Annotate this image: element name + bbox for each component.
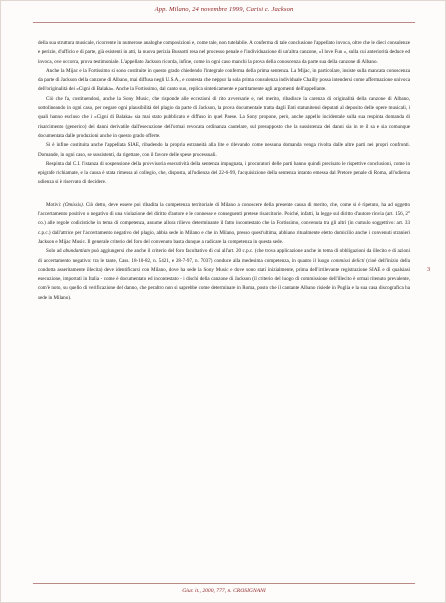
page-marker: 3 (427, 266, 431, 273)
abundantiam-text-a: può aggiungersi che anche il criterio del foro facoltativo di cui all'art. 20 c.p.c. (che trova applicazione anche in tema di obbligazioni da illecito e di azioni di accertamento negativo: tra le tante, Cass. 18-10-82, n. 5421, e 28-7-97, n. 7037) conduce alla medesima competenza, in quanto il luogo (38, 248, 410, 264)
omissis-label: (Omissis). (63, 201, 84, 208)
paragraph-procedural: Respinta dal C.I. l'istanza di sospensione della provvisoria esecutività della sentenza impugnata, i procuratori delle parti hanno quindi precisato le rispettive conclusioni, come in epigrafe richiamate, e la causa è stata rimessa al collegio, che, disposta, all'udienza del 22-6-99, l'acquisizione della sentenza intanto emessa dal Pretore penale di Roma, all'odierna udienza si è riservato di decidere. (38, 160, 410, 186)
motivi-label: Motivi: (46, 201, 62, 208)
section-gap (38, 188, 410, 201)
abundantiam-italic: abundantiam (63, 248, 90, 255)
paragraph-siae: Si è infine costituita anche l'appellata SIAE, ribadendo la propria estraneità alla lite e rilevando come nessuna domanda venga rivolta dalle altre parti nei propri confronti. Domande, in ogni caso, se sussistenti, da rigettare, con il favore delle spese processuali. (38, 142, 410, 158)
running-header: App. Milano, 24 novembre 1999, Carisi c. Jackson (154, 6, 294, 13)
paragraph-mijac-fortissimo: Anche la Mijac e la Fortissimo si sono costituite in questo grado chiedendo l'integrale conferma della prima sentenza. La Mijac, in particolare, insiste sulla mancata conoscenza da parte di Jackson della canzone di Albano, mai diffusa negli U.S.A., e contesta che neppur la sola prima consulenza individuale Chailly possa intendersi come affermazione univoca dell'originalità dei «Cigni di Balaka». Anche la Fortissimo, dal canto suo, replica sinteticamente e partitamente agli argomenti dell'appellante. (38, 67, 410, 93)
paragraph-abundantiam (38, 247, 410, 303)
paragraph-sony-music: Ciò che fa, costituendosi, anche la Sony Music, che risponde alle eccezioni di rito avversarie e, nel merito, ribadisce la carenza di originalità della canzone di Albano, sottolineando in ogni caso, per negare ogni plausibilità del plagio da parte di Jackson, la prova documentale tratta dagli Enti statunitensi deputati al deposito delle opere musicali, i quali hanno escluso che i «Cigni di Balaka» sia mai stato pubblicato e diffuso in quel Paese. La Sony propone, però, anche appello incidentale sulla sua respinta domanda di risarcimento (generico) dei danni derivatile dall'esecuzione dell'ormai revocata ordinanza cautelare, sul presupposto che la sussistenza dei danni sia in re il sa e sia comunque documentata dalle produzioni anche in questo grado offerte. (38, 95, 410, 139)
running-footer: Giur. it., 2000, 777, n. CROSIGNANI (182, 588, 266, 594)
commissi-delicti-italic: commissi delicti (331, 257, 365, 264)
document-body (38, 39, 410, 303)
abundantiam-lead: Solo ad (46, 248, 62, 255)
abundantiam-text-b: (cioè dell'inizio della condotta asseritamente illecita) deve identificarsi con Milano, dove ha sede la Sony Music e dove sono stati inizialmente, prima dell'irrilevante registrazione SIAE e di qualsiasi esecuzione, importati in Italia - come è documentato ed incontestato - i dischi della canzone di Jackson (il criterio del luogo di commissione dell'illecito è ormai ritenuto prevalente, com'è noto, su quello di verificazione del danno, che peraltro non si saprebbe come determinare in Roma, posto che il cantante Albano risiede in Puglia e la sua casa discografica ha sede in Milano). (38, 257, 410, 301)
footer-divider (33, 583, 415, 584)
paragraph-motivi (38, 201, 410, 247)
motivi-text: Ciò detto, deve essere poi ribadita la competenza territoriale di Milano a conoscere della presente causa di merito, che, come si è ripetuto, ha ad oggetto l'accertamento positivo o negativo di una violazione del diritto d'autore e le connesse e conseguenti pretese risarcitorie. Poiché, infatti, la legge sul diritto d'autore rinvia (art. 156, 2° co.) alle regole codicistiche in tema di competenza, assume allora rilievo determinante il fatto incontestato che la Fortissimo, convenuta tra gli altri (in cumulo soggettivo: art. 33 c.p.c.) dall'attrice per l'accertamento negativo del plagio, abbia sede in Milano e che in Milano, presso quest'ultima, abbiano ritualmente eletto domicilio anche i convenuti stranieri Jackson e Mijac Music. Il generale criterio del foro del convenuto basta dunque a radicare la competenza in questa sede. (38, 201, 411, 245)
paragraph-continuation: della sua struttura musicale, ricorrente in numerose analoghe composizioni e, come tale, non tutelabile. A conferma di tale conclusione l'appellato invoca, oltre che le dieci consulenze e perizie, d'ufficio e di parte, già esistenti in atti, la nuova perizia Bussotti resa nel processo penale e l'individuazione di un'altra canzone, «I love Fun », sulla cui anteriorità deduce ed invoca, ove occorra, prova testimoniale. L'appellato Jackson ricorda, infine, come in ogni caso manchi la prova della conoscenza da parte sua della canzone di Albano. (38, 40, 410, 65)
header-divider (33, 22, 415, 23)
